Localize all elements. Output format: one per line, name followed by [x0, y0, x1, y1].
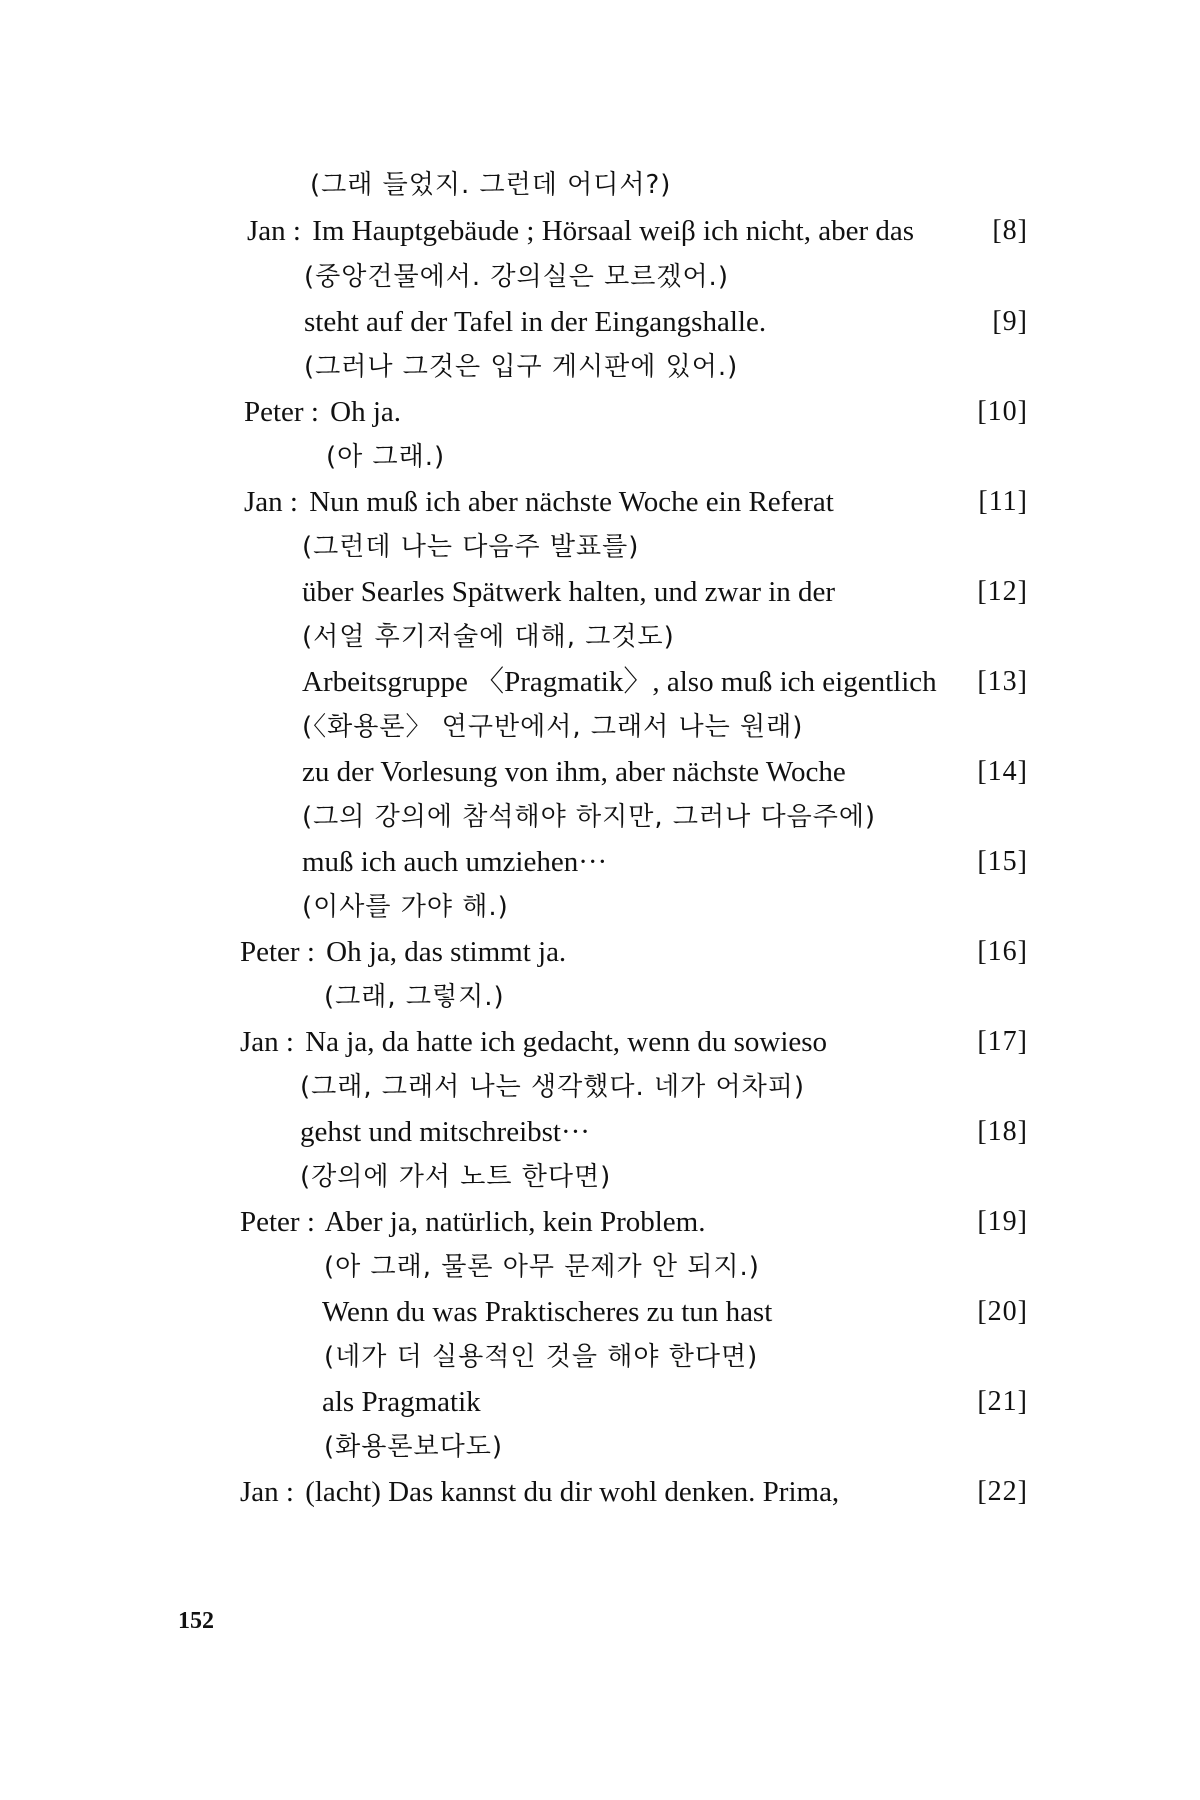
line-number: [9]	[992, 306, 1028, 337]
korean-gloss: (아 그래.)	[326, 442, 446, 472]
line-number: [14]	[977, 756, 1028, 787]
korean-gloss: (서얼 후기저술에 대해, 그것도)	[302, 622, 675, 652]
korean-gloss: (이사를 가야 해.)	[302, 892, 509, 922]
speaker-label: Jan :	[244, 486, 298, 518]
line-number: [13]	[977, 666, 1028, 697]
german-text: Nun muß ich aber nächste Woche ein Referat	[309, 486, 834, 518]
korean-gloss: (화용론보다도)	[324, 1432, 503, 1462]
line-number: [22]	[977, 1476, 1028, 1507]
line-number: [19]	[977, 1206, 1028, 1237]
german-text: muß ich auch umziehen···	[302, 846, 608, 878]
line-number: [8]	[992, 215, 1028, 246]
german-text: als Pragmatik	[322, 1386, 481, 1418]
korean-gloss: (그래 들었지. 그런데 어디서?)	[310, 170, 672, 200]
german-text: Oh ja.	[330, 396, 402, 428]
german-text: Im Hauptgebäude ; Hörsaal weiβ ich nicht, aber das	[312, 215, 915, 247]
korean-gloss: (그래, 그래서 나는 생각했다. 네가 어차피)	[300, 1072, 805, 1102]
speaker-label: Jan :	[247, 215, 301, 247]
dialogue-line	[240, 1469, 1020, 1515]
korean-gloss: (그러나 그것은 입구 게시판에 있어.)	[304, 352, 739, 382]
dialogue-line	[240, 1199, 1020, 1245]
german-text: Na ja, da hatte ich gedacht, wenn du sowieso	[305, 1026, 828, 1058]
dialogue-line	[244, 389, 1024, 435]
line-number: [10]	[977, 396, 1028, 427]
line-number: [20]	[977, 1296, 1028, 1327]
german-text: Oh ja, das stimmt ja.	[326, 936, 567, 968]
german-text: über Searles Spätwerk halten, und zwar in der	[302, 576, 836, 608]
line-number: [11]	[978, 486, 1028, 517]
german-text: zu der Vorlesung von ihm, aber nächste Woche	[302, 756, 846, 788]
line-number: [17]	[977, 1026, 1028, 1057]
dialogue-line	[247, 208, 1027, 254]
korean-gloss: (강의에 가서 노트 한다면)	[300, 1162, 612, 1192]
german-text: gehst und mitschreibst···	[300, 1116, 590, 1148]
korean-gloss: (그런데 나는 다음주 발표를)	[302, 532, 640, 562]
speaker-label: Jan :	[240, 1026, 294, 1058]
speaker-label: Jan :	[240, 1476, 294, 1508]
line-number: [15]	[977, 846, 1028, 877]
german-text: (lacht) Das kannst du dir wohl denken. Prima,	[305, 1476, 840, 1508]
korean-gloss: (〈화용론〉 연구반에서, 그래서 나는 원래)	[302, 712, 804, 742]
dialogue-line	[240, 1019, 1020, 1065]
korean-gloss: (중앙건물에서. 강의실은 모르겠어.)	[304, 262, 729, 292]
line-number: [21]	[977, 1386, 1028, 1417]
speaker-label: Peter :	[240, 936, 315, 968]
page-number: 152	[178, 1608, 214, 1634]
german-text: Aber ja, natürlich, kein Problem.	[324, 1206, 706, 1238]
german-text: Arbeitsgruppe 〈Pragmatik〉, also muß ich eigentlich	[302, 666, 937, 698]
dialogue-line	[240, 929, 1020, 975]
dialogue-line	[244, 479, 1024, 525]
korean-gloss: (그래, 그렇지.)	[324, 982, 505, 1012]
line-number: [16]	[977, 936, 1028, 967]
german-text: steht auf der Tafel in der Eingangshalle.	[304, 306, 767, 338]
korean-gloss: (그의 강의에 참석해야 하지만, 그러나 다음주에)	[302, 802, 877, 832]
korean-gloss: (아 그래, 물론 아무 문제가 안 되지.)	[324, 1252, 760, 1282]
german-text: Wenn du was Praktischeres zu tun hast	[322, 1296, 773, 1328]
line-number: [18]	[977, 1116, 1028, 1147]
korean-gloss: (네가 더 실용적인 것을 해야 한다면)	[324, 1342, 759, 1372]
speaker-label: Peter :	[240, 1206, 315, 1238]
speaker-label: Peter :	[244, 396, 319, 428]
line-number: [12]	[977, 576, 1028, 607]
